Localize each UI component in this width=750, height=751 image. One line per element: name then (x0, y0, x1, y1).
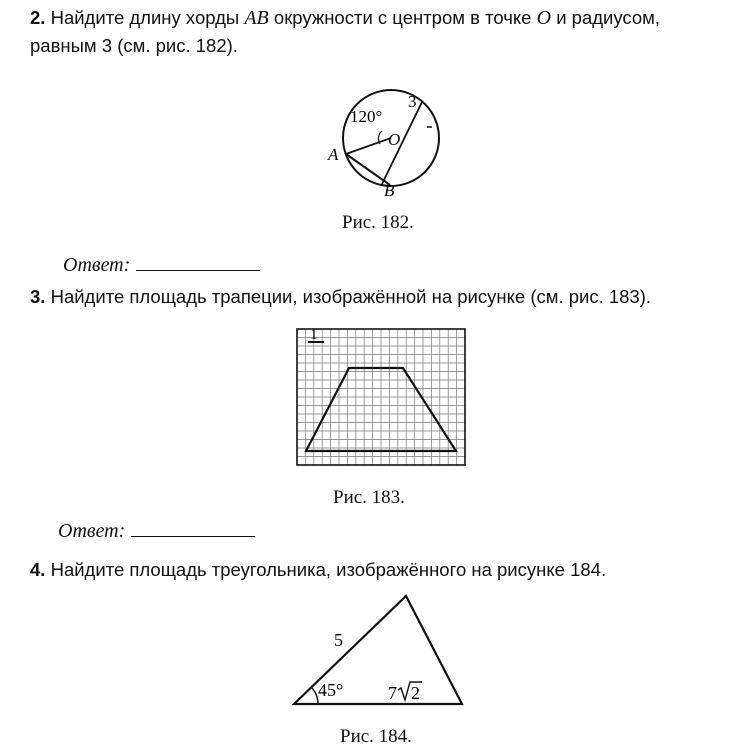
caption-184: Рис. 184. (340, 726, 412, 747)
base-rad: 2 (411, 683, 420, 703)
caption-183: Рис. 183. (333, 487, 405, 508)
problem-4-number: 4. (30, 559, 46, 580)
angle-45-label: 45° (318, 680, 344, 700)
chord-label: AB (244, 7, 269, 29)
problem-2-text-a: Найдите длину хорды (45, 7, 245, 28)
caption-182: Рис. 182. (342, 212, 414, 233)
radius-oa (346, 138, 391, 154)
center-label: O (536, 7, 552, 29)
angle-45-arc (311, 687, 318, 704)
figure-183 (296, 322, 476, 472)
figure-182 (330, 88, 470, 198)
point-b-label: B (384, 181, 395, 200)
problem-2-number: 2. (30, 7, 46, 28)
answer-3-label: Ответ: (58, 520, 126, 542)
problem-2-text-b: окружности с центром в точке (268, 7, 537, 28)
angle-120-label: 120° (350, 107, 383, 126)
answer-2-line (136, 254, 260, 271)
problem-4-text (30, 556, 742, 584)
grid (297, 329, 465, 465)
radius-3-label: 3 (408, 92, 417, 111)
answer-3-line (131, 520, 255, 537)
point-a-label: A (328, 145, 339, 164)
answer-2-label: Ответ: (63, 254, 131, 276)
problem-2-text (30, 4, 742, 60)
figure-184 (288, 590, 478, 710)
unit-label: 1 (310, 327, 318, 343)
base-coef: 7 (388, 683, 397, 703)
problem-3-number: 3. (30, 286, 46, 307)
problem-2-text-c: и радиусом, (551, 7, 661, 28)
answer-2 (63, 254, 260, 277)
problem-3-body: Найдите площадь трапеции, изображённой на рисунке (см. рис. 183). (45, 286, 652, 307)
answer-3 (58, 520, 255, 543)
side-5-label: 5 (334, 630, 343, 650)
point-o-label: O (388, 130, 401, 149)
problem-4-body: Найдите площадь треугольника, изображённого на рисунке 184. (45, 559, 607, 580)
base-label (388, 682, 422, 703)
problem-3-text (30, 283, 742, 311)
problem-2-text-d: равным 3 (см. рис. 182). (30, 35, 238, 56)
